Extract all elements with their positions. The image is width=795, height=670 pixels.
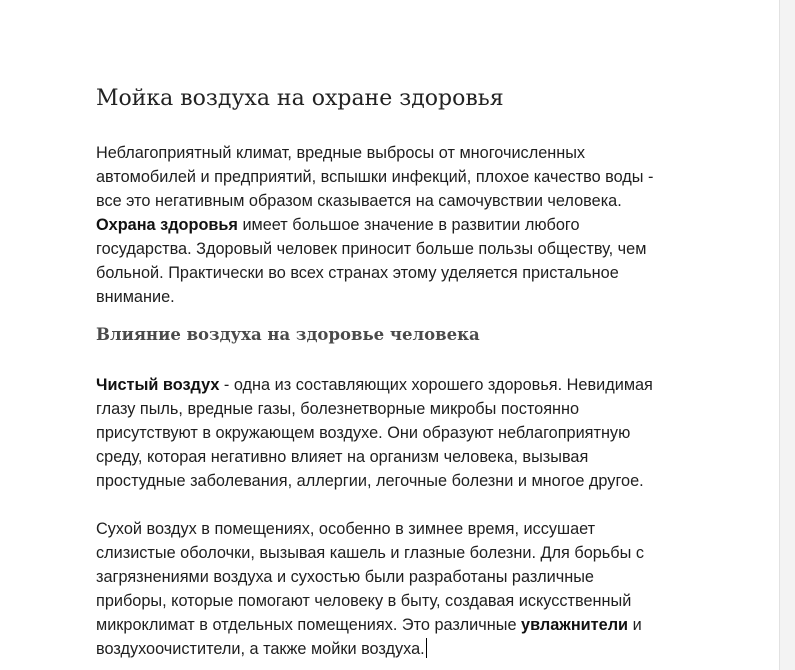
text-line: Сухой воздух в помещениях, особенно в зимнее время, иссушает: [96, 520, 596, 538]
text-line: присутствуют в окружающем воздухе. Они образуют неблагоприятную: [96, 424, 631, 442]
text-line: загрязнениями воздуха и сухостью были разработаны различные: [96, 568, 594, 586]
text-line: имеет большое значение в развитии любого: [237, 216, 580, 234]
text-line: внимание.: [96, 288, 175, 306]
text-line: микроклимат в отдельных помещениях. Это различные: [96, 616, 522, 634]
scrollbar[interactable]: [779, 0, 795, 670]
bold-term-clean-air: Чистый воздух: [96, 376, 220, 394]
document-body[interactable]: [96, 84, 696, 661]
text-line: среду, которая негативно влияет на организм человека, вызывая: [96, 448, 589, 466]
text-line: государства. Здоровый человек приносит больше пользы обществу, чем: [96, 240, 647, 258]
paragraph-clean-air: [96, 373, 696, 493]
text-line: Неблагоприятный климат, вредные выбросы от многочисленных: [96, 144, 586, 162]
bold-term-humidifiers: увлажнители: [521, 616, 629, 634]
text-line: простудные заболевания, аллергии, легочные болезни и многое другое.: [96, 472, 644, 490]
text-line: слизистые оболочки, вызывая кашель и глазные болезни. Для борьбы с: [96, 544, 644, 562]
text-line: глазу пыль, вредные газы, болезнетворные микробы постоянно: [96, 400, 580, 418]
text-line: приборы, которые помогают человеку в быту, создавая искусственный: [96, 592, 632, 610]
text-line: автомобилей и предприятий, вспышки инфекций, плохое качество воды -: [96, 168, 654, 186]
document-title: Мойка воздуха на охране здоровья: [96, 86, 504, 111]
text-line: и: [628, 616, 642, 634]
text-cursor: [426, 638, 427, 658]
text-line: - одна из составляющих хорошего здоровья. Невидимая: [219, 376, 653, 394]
bold-term-health-protection: Охрана здоровья: [96, 216, 238, 234]
paragraph-intro: [96, 141, 696, 309]
text-line: больной. Практически во всех странах этому уделяется пристальное: [96, 264, 619, 282]
paragraph-dry-air: [96, 517, 696, 661]
section-subheading: Влияние воздуха на здоровье человека: [96, 325, 480, 344]
text-line: воздухоочистители, а также мойки воздуха.: [96, 640, 425, 658]
text-line: все это негативным образом сказывается на самочувствии человека.: [96, 192, 622, 210]
